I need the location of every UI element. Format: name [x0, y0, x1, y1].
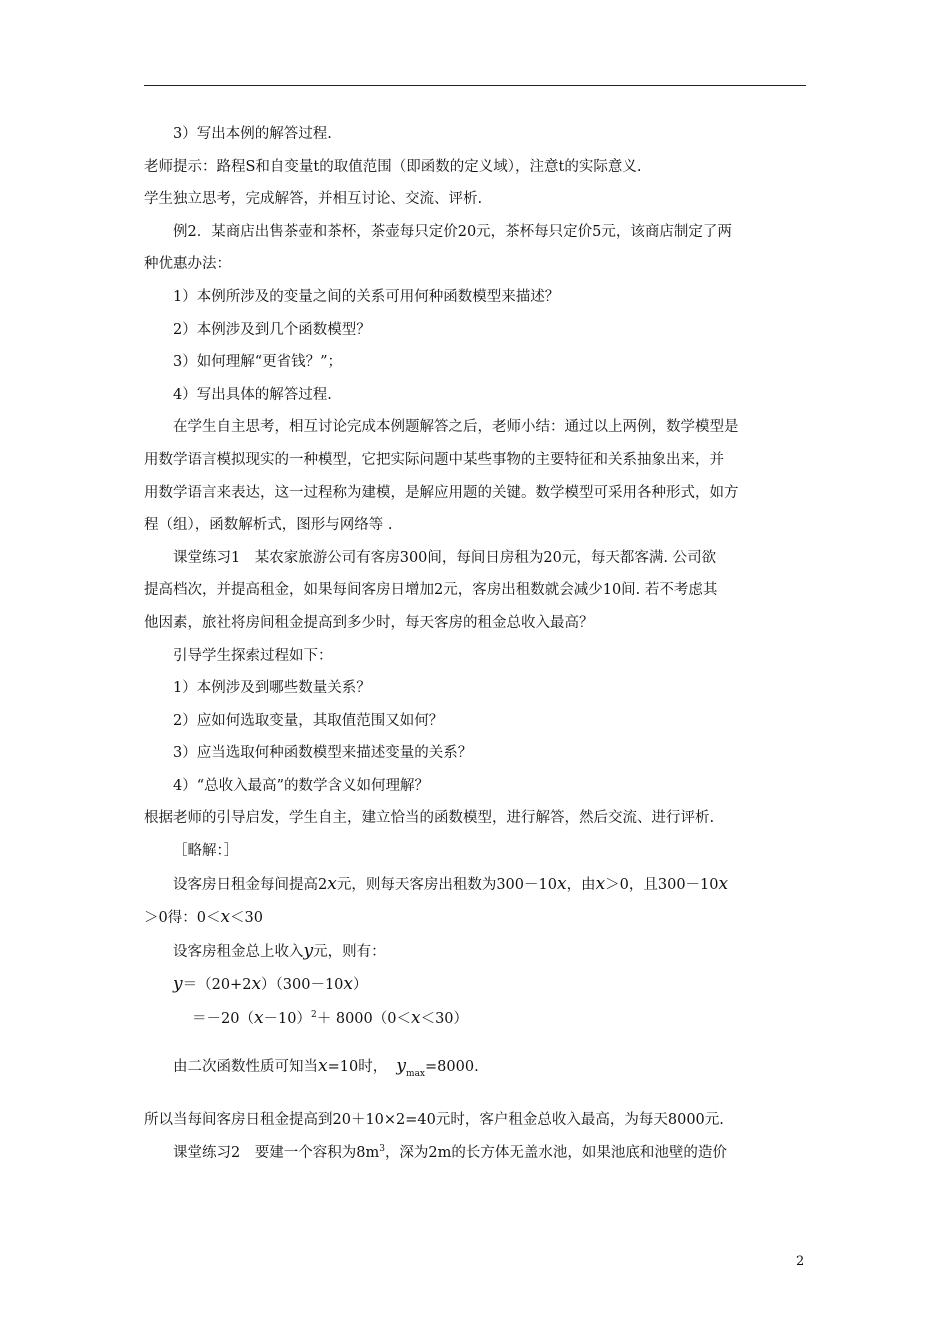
- text-line: 程（组），函数解析式，图形与网络等 .: [144, 517, 393, 534]
- variable-x: x: [595, 873, 606, 894]
- text-line: 例2．某商店出售茶壶和茶杯，茶壶每只定价20元，茶杯每只定价5元，该商店制定了两: [173, 223, 732, 240]
- equation-text: ＝－20（: [192, 1011, 254, 1028]
- text-line: 1）本例涉及到哪些数量关系？: [173, 680, 371, 697]
- variable-x: x: [220, 907, 231, 928]
- text-line: 3）写出本例的解答过程.: [173, 126, 332, 142]
- text-line: 老师提示：路程S和自变量t的取值范围（即函数的定义域），注意t的实际意义.: [144, 158, 642, 175]
- text-line: 用数学语言模拟现实的一种模型，它把实际问题中某些事物的主要特征和关系抽象出来，并: [144, 451, 724, 468]
- text-line: 在学生自主思考，相互讨论完成本例题解答之后，老师小结：通过以上两例，数学模型是: [173, 419, 739, 436]
- solution-text: 元，则有：: [313, 943, 386, 960]
- equation-text: －10）: [263, 1011, 311, 1028]
- solution-text: ，深为2m的长方体无盖水池，如果池底和池壁的造价: [384, 1144, 727, 1161]
- text-line: 2）本例涉及到几个函数模型？: [173, 321, 371, 338]
- variable-x: x: [410, 1008, 421, 1029]
- variable-y: y: [396, 1055, 407, 1076]
- text-line: 种优惠办法：: [144, 256, 231, 273]
- text-line: 2）应如何选取变量，其取值范围又如何？: [173, 712, 444, 729]
- text-line: 3）应当选取何种函数模型来描述变量的关系？: [173, 745, 473, 762]
- text-line: 4）“总收入最高”的数学含义如何理解？: [173, 777, 430, 794]
- solution-text: ＜30: [230, 910, 263, 927]
- equation-text: ）（300－10: [261, 977, 344, 994]
- solution-text: ＞0得：0＜: [144, 910, 221, 927]
- text-line: 用数学语言来表达，这一过程称为建模，是解应用题的关键。数学模型可采用各种形式，如方: [144, 484, 739, 501]
- solution-line: [144, 868, 806, 902]
- exponent: 3: [379, 1143, 385, 1154]
- text-line: 根据老师的引导启发，学生自主，建立恰当的函数模型，进行解答，然后交流、进行评析.: [144, 810, 715, 827]
- text-line: 所以当每间客房日租金提高到20＋10×2=40元时，客户租金总收入最高，为每天8000元.: [144, 1112, 724, 1129]
- text-line: 引导学生探索过程如下：: [173, 647, 333, 664]
- variable-x: x: [556, 873, 567, 894]
- solution-text: 设客房租金总上收入: [173, 943, 304, 960]
- text-line: [144, 1137, 806, 1170]
- solution-line: [144, 1050, 806, 1091]
- variable-y: y: [303, 940, 314, 961]
- solution-text: 元，则每天客房出租数为300－10: [336, 876, 557, 893]
- variable-x: x: [343, 974, 354, 995]
- solution-line: [144, 901, 806, 935]
- text-line: 课堂练习1 某农家旅游公司有客房300间，每间日房租为20元，每天都客满. 公司欲: [173, 549, 717, 566]
- text-line: ［略解：］: [173, 843, 239, 860]
- variable-x: x: [253, 1008, 264, 1029]
- solution-text: ，由: [566, 876, 596, 893]
- solution-text: =8000.: [425, 1058, 479, 1075]
- text-line: 他因素，旅社将房间租金提高到多少时，每天客房的租金总收入最高？: [144, 614, 594, 631]
- equation-text: ）: [353, 977, 368, 994]
- solution-text: =10时，: [327, 1058, 388, 1075]
- solution-text: 课堂练习2 要建一个容积为8m: [173, 1144, 380, 1161]
- text-line: 4）写出具体的解答过程.: [173, 386, 332, 403]
- text-line: 提高档次，并提高租金，如果每间客房日增加2元，客房出租数就会减少10间. 若不考虑其: [144, 582, 718, 599]
- variable-y: y: [173, 974, 183, 995]
- subscript-max: max: [406, 1068, 426, 1079]
- solution-line: [144, 935, 806, 969]
- text-line: 3）如何理解“更省钱？”；: [173, 354, 343, 371]
- exponent: 2: [311, 1010, 317, 1021]
- variable-x: x: [327, 873, 337, 894]
- variable-x: x: [251, 974, 262, 995]
- variable-x: x: [718, 873, 729, 894]
- page-number: 2: [796, 1254, 805, 1269]
- solution-text: 由二次函数性质可知当: [173, 1058, 318, 1075]
- text-line: 1）本例所涉及的变量之间的关系可用何种函数模型来描述？: [173, 288, 560, 305]
- text-line: 学生独立思考，完成解答，并相互讨论、交流、评析.: [144, 191, 483, 208]
- solution-text: ＞0，且300－10: [605, 876, 719, 893]
- variable-x: x: [318, 1055, 328, 1076]
- equation-line: [144, 968, 806, 1002]
- document-body: [144, 118, 806, 1169]
- solution-text: 设客房日租金每间提高2: [173, 876, 328, 893]
- equation-text: ＝（20+2: [182, 977, 252, 994]
- equation-line: [144, 1002, 806, 1036]
- equation-text: ＜30）: [420, 1011, 469, 1028]
- header-rule: [144, 85, 806, 86]
- equation-text: ＋ 8000（0＜: [316, 1011, 411, 1028]
